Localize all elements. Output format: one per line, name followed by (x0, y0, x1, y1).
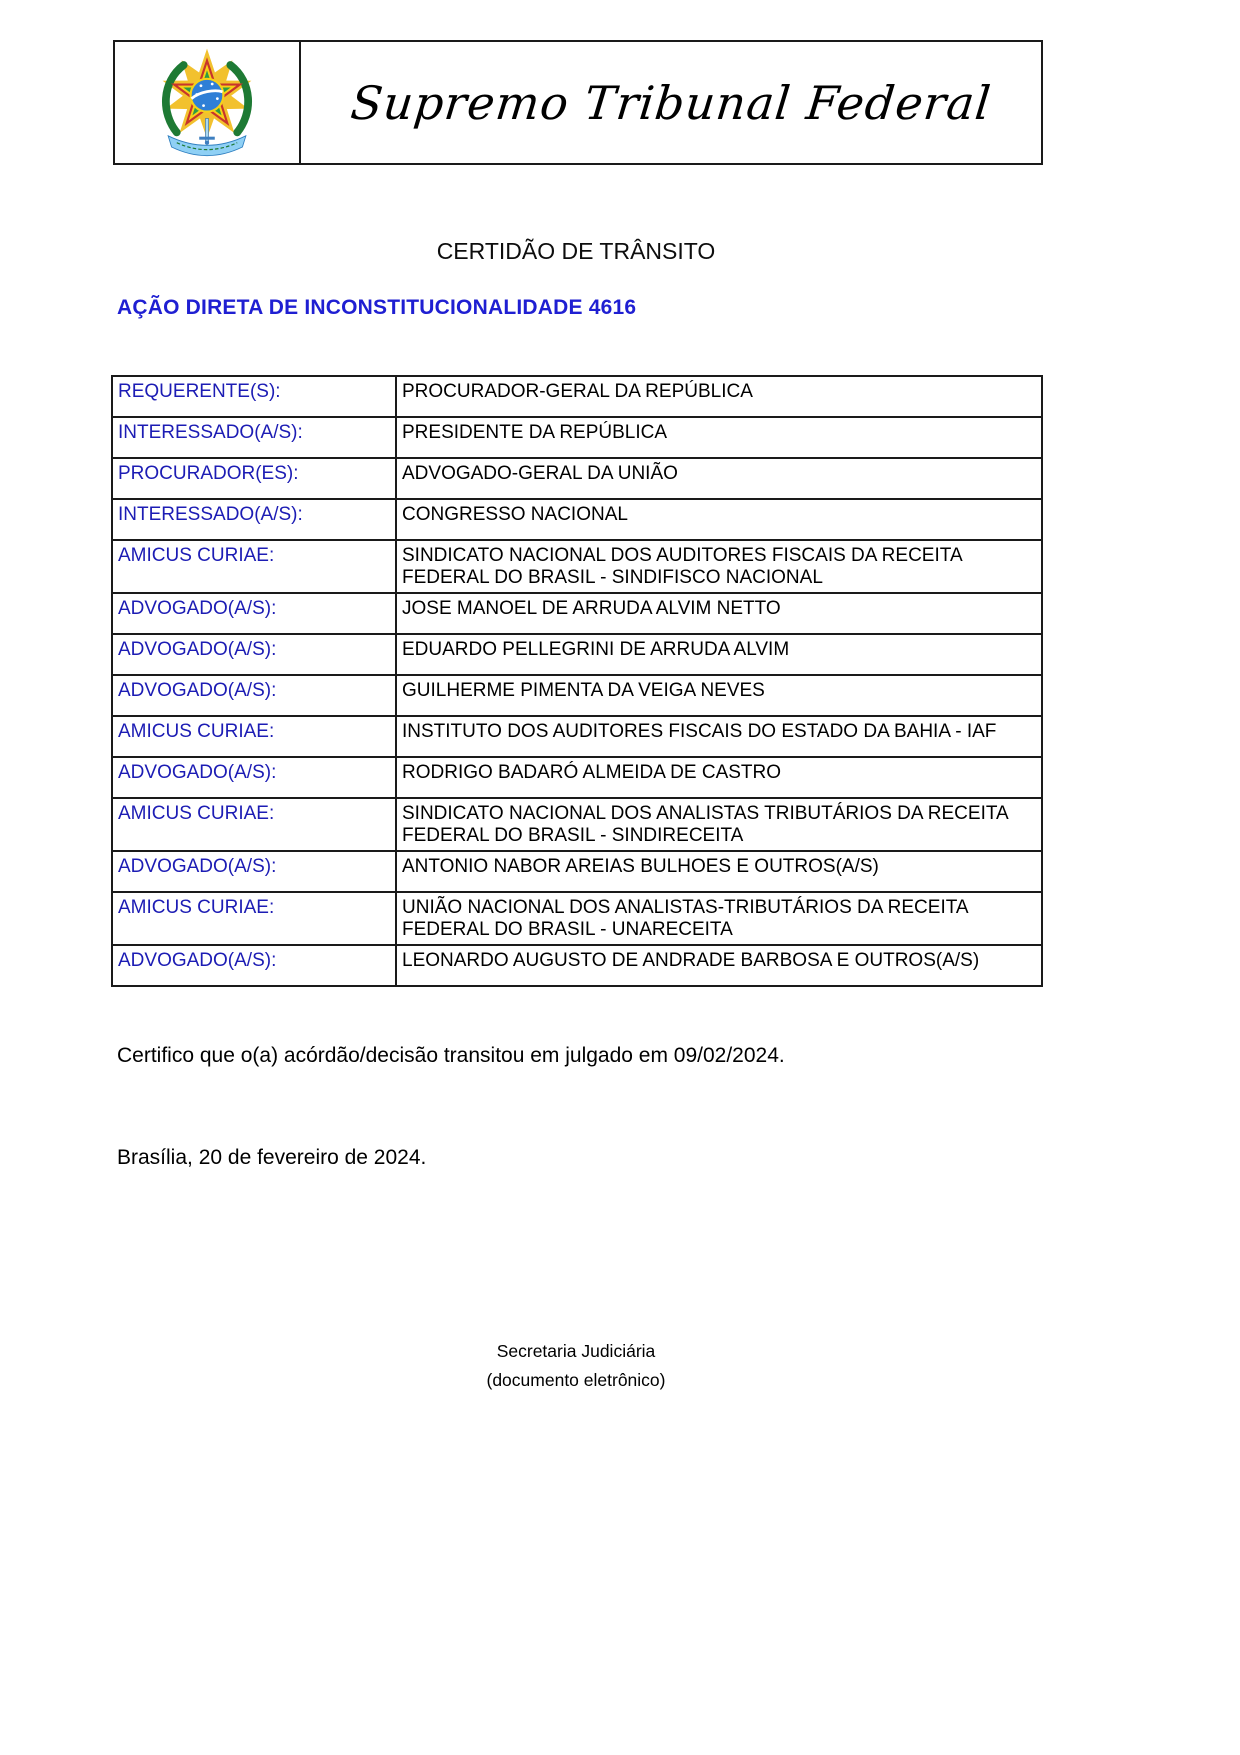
letterhead (113, 40, 1043, 165)
org-name: Supremo Tribunal Federal (348, 75, 994, 130)
table-row (112, 376, 1042, 417)
party-role-label: ADVOGADO(A/S): (112, 634, 396, 675)
party-role-label: ADVOGADO(A/S): (112, 593, 396, 634)
party-name-value: RODRIGO BADARÓ ALMEIDA DE CASTRO (396, 757, 1042, 798)
signature-secretariat: Secretaria Judiciária (496, 1341, 656, 1361)
letterhead-title-cell (301, 42, 1041, 163)
case-heading: AÇÃO DIRETA DE INCONSTITUCIONALIDADE 4616 (117, 296, 637, 319)
table-row (112, 716, 1042, 757)
coat-of-arms-cell (115, 42, 301, 163)
parties-table-body (112, 376, 1042, 986)
party-role-label: ADVOGADO(A/S): (112, 851, 396, 892)
table-row (112, 945, 1042, 986)
party-name-value: GUILHERME PIMENTA DA VEIGA NEVES (396, 675, 1042, 716)
table-row (112, 634, 1042, 675)
party-name-value: UNIÃO NACIONAL DOS ANALISTAS-TRIBUTÁRIOS DA RECEITA FEDERAL DO BRASIL - UNARECEITA (396, 892, 1042, 945)
table-row (112, 499, 1042, 540)
party-name-value: CONGRESSO NACIONAL (396, 499, 1042, 540)
party-role-label: ADVOGADO(A/S): (112, 675, 396, 716)
party-role-label: AMICUS CURIAE: (112, 716, 396, 757)
table-row (112, 892, 1042, 945)
party-name-value: ANTONIO NABOR AREIAS BULHOES E OUTROS(A/S) (396, 851, 1042, 892)
party-role-label: REQUERENTE(S): (112, 376, 396, 417)
table-row (112, 798, 1042, 851)
party-role-label: ADVOGADO(A/S): (112, 945, 396, 986)
place-date: Brasília, 20 de fevereiro de 2024. (117, 1146, 427, 1169)
table-row (112, 540, 1042, 593)
party-role-label: INTERESSADO(A/S): (112, 499, 396, 540)
document-title: CERTIDÃO DE TRÂNSITO (436, 238, 716, 264)
party-role-label: AMICUS CURIAE: (112, 540, 396, 593)
party-name-value: INSTITUTO DOS AUDITORES FISCAIS DO ESTADO DA BAHIA - IAF (396, 716, 1042, 757)
table-row (112, 593, 1042, 634)
table-row (112, 757, 1042, 798)
party-role-label: AMICUS CURIAE: (112, 798, 396, 851)
signature-block (113, 1337, 1039, 1395)
party-name-value: EDUARDO PELLEGRINI DE ARRUDA ALVIM (396, 634, 1042, 675)
signature-electronic-note: (documento eletrônico) (486, 1370, 666, 1390)
table-row (112, 417, 1042, 458)
table-row (112, 675, 1042, 716)
party-name-value: JOSE MANOEL DE ARRUDA ALVIM NETTO (396, 593, 1042, 634)
party-role-label: PROCURADOR(ES): (112, 458, 396, 499)
party-name-value: LEONARDO AUGUSTO DE ANDRADE BARBOSA E OUTROS(A/S) (396, 945, 1042, 986)
table-row (112, 851, 1042, 892)
brazil-coat-of-arms-icon (143, 46, 271, 160)
parties-table (111, 375, 1043, 987)
party-role-label: ADVOGADO(A/S): (112, 757, 396, 798)
party-name-value: PRESIDENTE DA REPÚBLICA (396, 417, 1042, 458)
party-name-value: PROCURADOR-GERAL DA REPÚBLICA (396, 376, 1042, 417)
party-name-value: SINDICATO NACIONAL DOS ANALISTAS TRIBUTÁRIOS DA RECEITA FEDERAL DO BRASIL - SINDIRECEITA (396, 798, 1042, 851)
table-row (112, 458, 1042, 499)
party-name-value: ADVOGADO-GERAL DA UNIÃO (396, 458, 1042, 499)
party-role-label: INTERESSADO(A/S): (112, 417, 396, 458)
certification-text: Certifico que o(a) acórdão/decisão transitou em julgado em 09/02/2024. (117, 1044, 785, 1067)
party-role-label: AMICUS CURIAE: (112, 892, 396, 945)
party-name-value: SINDICATO NACIONAL DOS AUDITORES FISCAIS DA RECEITA FEDERAL DO BRASIL - SINDIFISCO NACIONAL (396, 540, 1042, 593)
